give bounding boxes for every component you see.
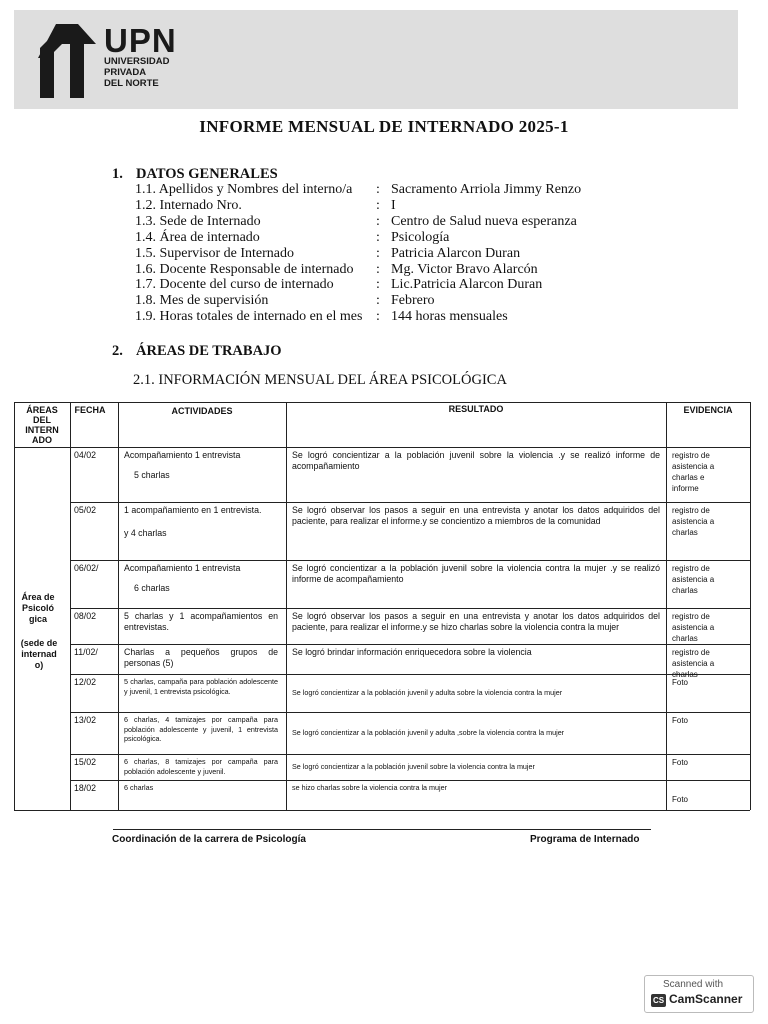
field-label-text: Docente Responsable de internado bbox=[159, 261, 354, 277]
row-actividad-main: 1 acompañamiento en 1 entrevista. bbox=[124, 505, 262, 515]
row-evidencia bbox=[672, 505, 744, 538]
logo-name: UPN bbox=[104, 22, 177, 59]
field-label-text: Sede de Internado bbox=[159, 213, 261, 229]
field-value: 144 horas mensuales bbox=[391, 309, 508, 325]
row-actividades bbox=[124, 715, 278, 744]
header-area: ÁREAS DEL INTERN ADO bbox=[25, 405, 59, 445]
row-resultado: Se logró concientizar a la población juvenil sobre la violencia contra la mujer .y se realizó informe de acompañamiento bbox=[292, 563, 660, 584]
evidencia-line: asistencia a bbox=[672, 659, 715, 668]
field-label bbox=[135, 262, 354, 278]
evidencia-line: registro de bbox=[672, 506, 710, 515]
row-actividad-main: 6 charlas, 8 tamizajes por campaña para población adolescente y juvenil. bbox=[124, 757, 278, 776]
table-column-divider bbox=[14, 402, 15, 810]
section-1-number: 1. bbox=[112, 166, 123, 182]
table-column-divider bbox=[750, 402, 751, 810]
evidencia-line: asistencia a bbox=[672, 623, 715, 632]
logo-line1: UNIVERSIDAD bbox=[104, 56, 170, 67]
row-actividades bbox=[124, 783, 278, 793]
field-label-text: Área de internado bbox=[159, 229, 260, 245]
field-label-text: Apellidos y Nombres del interno/a bbox=[158, 182, 353, 197]
row-actividades bbox=[124, 757, 278, 776]
row-actividades bbox=[124, 647, 278, 668]
table-header-divider bbox=[14, 447, 750, 448]
evidencia-line: registro de bbox=[672, 648, 710, 657]
table-row-divider bbox=[70, 644, 750, 645]
row-resultado: Se logró concientizar a la población juvenil sobre la violencia .y se realizó informe de acompañamiento bbox=[292, 450, 660, 471]
field-label bbox=[135, 230, 260, 246]
row-actividad-main: 5 charlas, campaña para población adolescente y juvenil, 1 entrevista psicológica. bbox=[124, 677, 278, 696]
field-colon: : bbox=[376, 309, 380, 325]
field-label bbox=[135, 246, 294, 262]
header-resultado: RESULTADO bbox=[448, 404, 504, 414]
row-fecha: 11/02/ bbox=[74, 647, 98, 657]
table-bottom-border bbox=[14, 810, 750, 811]
table-column-divider bbox=[286, 402, 287, 810]
logo-text bbox=[104, 22, 177, 89]
row-fecha: 12/02 bbox=[74, 677, 97, 687]
field-colon: : bbox=[376, 245, 380, 261]
field-number: 1.9. bbox=[135, 309, 156, 325]
row-resultado: Se logró concientizar a la población juvenil y adulta ,sobre la violencia contra la mujer bbox=[292, 728, 565, 737]
row-actividad-main: Charlas a pequeños grupos de personas (5) bbox=[124, 647, 278, 668]
logo-line3: DEL NORTE bbox=[104, 78, 159, 89]
row-resultado: se hizo charlas sobre la violencia contra la mujer bbox=[292, 783, 448, 792]
row-evidencia bbox=[672, 647, 744, 680]
table-row-divider bbox=[70, 754, 750, 755]
section-2-title: ÁREAS DE TRABAJO bbox=[136, 343, 282, 359]
row-actividad-main: 6 charlas, 4 tamizajes por campaña para población adolescente y juvenil, 1 entrevista psicológica. bbox=[124, 715, 278, 743]
row-fecha: 08/02 bbox=[74, 611, 97, 621]
field-colon: : bbox=[376, 197, 380, 213]
field-value: Sacramento Arriola Jimmy Renzo bbox=[391, 182, 582, 197]
row-actividades bbox=[124, 677, 278, 696]
field-value: Febrero bbox=[391, 293, 435, 309]
row-fecha: 15/02 bbox=[74, 757, 97, 767]
field-colon: : bbox=[376, 229, 380, 245]
field-colon: : bbox=[376, 213, 380, 229]
field-number: 1.6. bbox=[135, 261, 156, 277]
evidencia-line: informe bbox=[672, 484, 699, 493]
header-actividades: ACTIVIDADES bbox=[171, 406, 233, 416]
evidencia-line: asistencia a bbox=[672, 517, 715, 526]
row-actividad-extra: 5 charlas bbox=[134, 469, 170, 480]
row-actividad-extra: y 4 charlas bbox=[124, 527, 167, 538]
row-fecha: 05/02 bbox=[74, 505, 97, 515]
row-actividades bbox=[124, 505, 278, 538]
evidencia-line: charlas bbox=[672, 634, 698, 643]
section-2-heading bbox=[112, 343, 282, 360]
footer-divider bbox=[113, 829, 651, 830]
field-value: I bbox=[391, 197, 396, 213]
row-actividad-main: 6 charlas bbox=[124, 783, 154, 792]
row-fecha: 04/02 bbox=[74, 450, 97, 460]
row-actividad-main: 5 charlas y 1 acompañamientos en entrevistas. bbox=[124, 611, 278, 632]
field-value: Mg. Victor Bravo Alarcón bbox=[391, 261, 538, 277]
evidencia-line: Foto bbox=[672, 758, 689, 767]
footer-programa: Programa de Internado bbox=[530, 834, 640, 845]
row-evidencia bbox=[672, 794, 744, 805]
field-label-text: Horas totales de internado en el mes bbox=[159, 309, 363, 325]
evidencia-line: asistencia a bbox=[672, 462, 715, 471]
row-actividades bbox=[124, 611, 278, 632]
section-2-number: 2. bbox=[112, 343, 123, 359]
area-sede-label: (sede de internad o) bbox=[20, 638, 58, 670]
field-label-text: Mes de supervisión bbox=[159, 293, 269, 309]
field-number: 1.1. bbox=[135, 182, 156, 197]
evidencia-line: registro de bbox=[672, 451, 710, 460]
field-label bbox=[135, 198, 242, 214]
section-1-title: DATOS GENERALES bbox=[136, 166, 278, 182]
camscanner-name: CamScanner bbox=[669, 992, 743, 1006]
row-actividades bbox=[124, 563, 278, 593]
field-number: 1.7. bbox=[135, 277, 156, 293]
row-evidencia bbox=[672, 757, 744, 768]
subsection-heading: 2.1. INFORMACIÓN MENSUAL DEL ÁREA PSICOLÓGICA bbox=[133, 372, 507, 388]
table-row-divider bbox=[70, 780, 750, 781]
field-number: 1.8. bbox=[135, 293, 156, 309]
field-value: Lic.Patricia Alarcon Duran bbox=[391, 277, 543, 293]
evidencia-line: charlas bbox=[672, 670, 698, 679]
field-colon: : bbox=[376, 261, 380, 277]
table-column-divider bbox=[666, 402, 667, 810]
evidencia-line: charlas e bbox=[672, 473, 705, 482]
field-label bbox=[135, 277, 334, 293]
row-actividad-extra: 6 charlas bbox=[134, 582, 170, 593]
row-fecha: 13/02 bbox=[74, 715, 97, 725]
field-value: Psicología bbox=[391, 229, 450, 245]
section-1-heading bbox=[112, 166, 278, 183]
camscanner-watermark bbox=[644, 975, 754, 1013]
table-row-divider bbox=[70, 502, 750, 503]
field-value: Centro de Salud nueva esperanza bbox=[391, 213, 577, 229]
upn-logo-icon bbox=[34, 20, 104, 102]
table-column-divider bbox=[70, 402, 71, 810]
row-fecha: 18/02 bbox=[74, 783, 97, 793]
field-colon: : bbox=[376, 277, 380, 293]
table-row-divider bbox=[70, 560, 750, 561]
evidencia-line: registro de bbox=[672, 564, 710, 573]
header-evidencia: EVIDENCIA bbox=[683, 405, 733, 415]
evidencia-line: Foto bbox=[672, 678, 689, 687]
row-evidencia bbox=[672, 450, 744, 494]
field-label-text: Internado Nro. bbox=[159, 197, 242, 213]
logo-line2: PRIVADA bbox=[104, 67, 147, 78]
camscanner-logo-icon: CS bbox=[652, 996, 665, 1005]
row-resultado: Se logró observar los pasos a seguir en una entrevista y anotar los datos adquiridos del paciente, para realizar el informe.y se concientizo a miembros de la comunidad bbox=[292, 505, 660, 526]
field-label-text: Supervisor de Internado bbox=[159, 245, 295, 261]
row-actividades bbox=[124, 450, 278, 480]
evidencia-line: charlas bbox=[672, 528, 698, 537]
field-colon: : bbox=[376, 182, 380, 197]
table-row-divider bbox=[70, 712, 750, 713]
area-psicologica-label: Área de Psicoló gica bbox=[21, 592, 55, 624]
evidencia-line: asistencia a bbox=[672, 575, 715, 584]
evidencia-line: Foto bbox=[672, 716, 689, 725]
row-resultado: Se logró concientizar a la población juvenil sobre la violencia contra la mujer bbox=[292, 762, 535, 771]
field-value: Patricia Alarcon Duran bbox=[391, 245, 521, 261]
footer-coordinacion: Coordinación de la carrera de Psicología bbox=[112, 834, 306, 845]
header-fecha: FECHA bbox=[74, 405, 106, 415]
field-label bbox=[135, 293, 268, 309]
row-actividad-main: Acompañamiento 1 entrevista bbox=[124, 450, 241, 460]
field-number: 1.5. bbox=[135, 245, 156, 261]
field-label bbox=[135, 214, 261, 230]
field-number: 1.4. bbox=[135, 229, 156, 245]
row-resultado: Se logró brindar información enriquecedora sobre la violencia bbox=[292, 647, 532, 657]
field-label-text: Docente del curso de internado bbox=[159, 277, 334, 293]
table-top-border bbox=[14, 402, 750, 403]
row-evidencia bbox=[672, 715, 744, 726]
field-label bbox=[135, 309, 362, 325]
row-evidencia bbox=[672, 563, 744, 596]
field-label bbox=[135, 182, 352, 198]
table-row-divider bbox=[70, 674, 750, 675]
row-evidencia bbox=[672, 611, 744, 644]
row-evidencia bbox=[672, 677, 744, 688]
row-resultado: Se logró concientizar a la población juvenil y adulta sobre la violencia contra la mujer bbox=[292, 688, 563, 697]
row-fecha: 06/02/ bbox=[74, 563, 99, 573]
evidencia-line: registro de bbox=[672, 612, 710, 621]
evidencia-line: charlas bbox=[672, 586, 698, 595]
row-actividad-main: Acompañamiento 1 entrevista bbox=[124, 563, 241, 573]
row-resultado: Se logró observar los pasos a seguir en una entrevista y anotar los datos adquiridos del paciente, para realizar el informe.y se hizo charlas sobre la violencia contra la mujer bbox=[292, 611, 660, 632]
field-number: 1.3. bbox=[135, 213, 156, 229]
table-column-divider bbox=[118, 402, 119, 810]
evidencia-line: Foto bbox=[672, 795, 689, 804]
document-title: INFORME MENSUAL DE INTERNADO 2025-1 bbox=[199, 117, 569, 136]
header-banner bbox=[14, 10, 738, 109]
table-row-divider bbox=[70, 608, 750, 609]
field-colon: : bbox=[376, 293, 380, 309]
camscanner-scanned-with: Scanned with bbox=[663, 979, 724, 990]
field-number: 1.2. bbox=[135, 197, 156, 213]
